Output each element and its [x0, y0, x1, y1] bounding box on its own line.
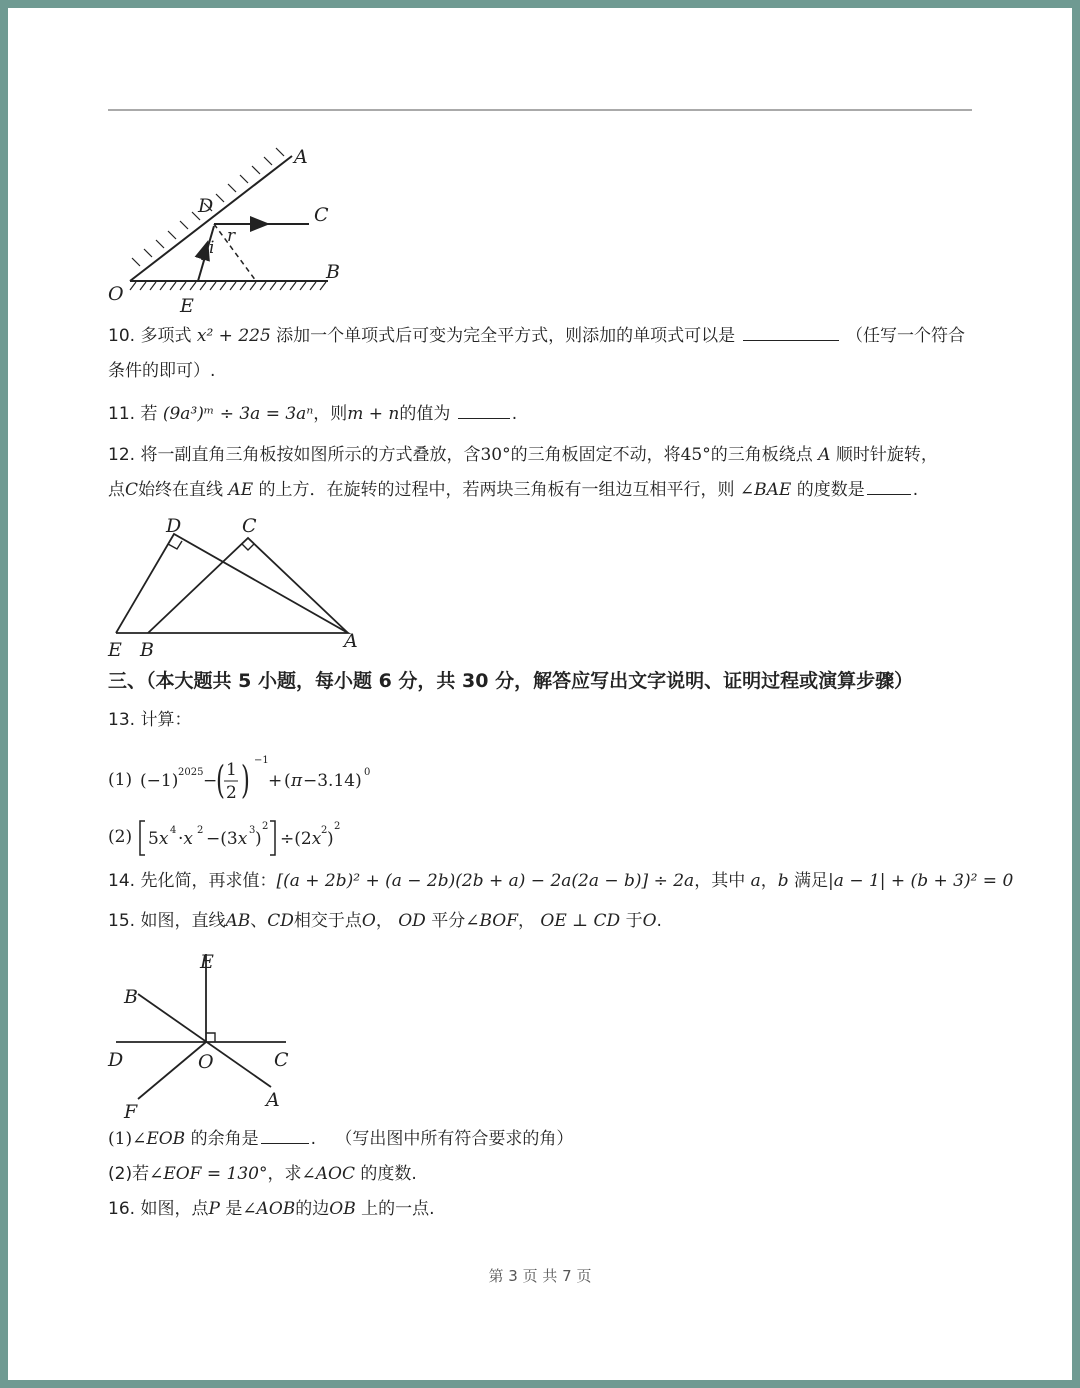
q10-text: 多项式: [140, 326, 192, 346]
q12-point: C: [125, 480, 139, 500]
svg-text:−3.14): −3.14): [302, 771, 362, 791]
svg-text:−1: −1: [253, 755, 269, 766]
svg-text:1: 1: [225, 760, 237, 780]
question-13-part1: [108, 755, 380, 805]
question-10-cont: [108, 359, 215, 383]
q10-text: （任写一个符合: [845, 326, 965, 346]
svg-text:2: 2: [261, 821, 268, 832]
label-O: O: [198, 1051, 214, 1073]
q13-text: 计算：: [140, 710, 192, 730]
svg-text:−: −: [202, 771, 217, 791]
q10-text: 添加一个单项式后可变为完全平方式，则添加的单项式可以是: [276, 326, 736, 346]
question-14: [108, 869, 1013, 893]
page-footer: 第 3 页 共 7 页: [488, 1267, 592, 1285]
q10-expression: x² + 225: [196, 326, 271, 346]
q14-number: 14.: [108, 871, 136, 891]
label-F: F: [124, 1101, 138, 1123]
q15-text: ，: [375, 911, 393, 931]
q15-line: CD: [267, 911, 294, 931]
label-E: E: [108, 639, 122, 661]
q15-expression: ∠EOF = 130°: [149, 1164, 268, 1184]
svg-text:): ): [326, 829, 334, 849]
q12-angle: ∠BAE: [739, 480, 792, 500]
svg-text:0: 0: [363, 767, 370, 778]
q15-part-label: (2)若: [108, 1164, 150, 1184]
q11-text: 的值为: [399, 404, 451, 424]
q14-variable: a: [750, 871, 761, 891]
q16-text: 是: [225, 1199, 243, 1219]
q12-answer-blank[interactable]: [867, 478, 911, 495]
q10-text: 条件的即可）.: [108, 361, 216, 381]
q13-part-label: (2): [108, 827, 133, 847]
q13-part-label: (1): [108, 770, 133, 790]
svg-text:−(3x: −(3x: [205, 829, 247, 849]
figure-intersecting-lines: [106, 944, 306, 1124]
q12-value: 30°: [480, 445, 511, 465]
q15-answer-blank[interactable]: [261, 1127, 309, 1144]
q14-condition: |a − 1| + (b + 3)² = 0: [828, 871, 1014, 891]
question-15: [108, 909, 662, 933]
svg-text:2025: 2025: [177, 767, 203, 778]
q12-text: .: [912, 480, 919, 500]
q15-text: 相交于点: [293, 911, 362, 931]
q12-value: 45°: [680, 445, 711, 465]
q12-text: 将一副直角三角板按如图所示的方式叠放，含: [140, 445, 481, 465]
q15-text: 平分: [431, 911, 466, 931]
figure-reflection: [106, 136, 366, 316]
q15-text: 、: [250, 911, 268, 931]
q15-text: .: [656, 911, 662, 931]
q16-number: 16.: [108, 1199, 136, 1219]
header-rule: [108, 109, 972, 111]
q12-text: 顺时针旋转，: [835, 445, 938, 465]
q15-text: 如图，直线: [140, 911, 226, 931]
q11-text: 若: [140, 404, 158, 424]
label-D: D: [198, 195, 214, 217]
q11-expression: m + n: [347, 404, 400, 424]
q15-text: （写出图中所有符合要求的角）: [335, 1129, 574, 1149]
q13-formula-1: [140, 755, 380, 805]
q14-text: ，: [760, 871, 778, 891]
svg-text:2: 2: [196, 825, 203, 836]
q12-text: 的三角板固定不动，将: [510, 445, 681, 465]
question-13-part2: [108, 815, 348, 859]
label-A: A: [294, 146, 308, 168]
label-C: C: [274, 1049, 289, 1071]
q15-text: 于: [625, 911, 643, 931]
q12-text: 始终在直线: [138, 480, 224, 500]
question-16: [108, 1197, 435, 1221]
q14-variable: b: [777, 871, 789, 891]
label-i: i: [209, 238, 215, 258]
label-B: B: [124, 986, 138, 1008]
q10-number: 10.: [108, 326, 136, 346]
q15-part-label: (1): [108, 1129, 133, 1149]
svg-text:(: (: [283, 771, 291, 791]
question-10: [108, 324, 965, 348]
q15-text: .: [310, 1129, 316, 1149]
q14-text: 满足: [794, 871, 829, 891]
svg-text:π: π: [290, 771, 302, 791]
q14-text: 先化简，再求值：: [140, 871, 277, 891]
q14-text: ，其中: [694, 871, 746, 891]
label-D: D: [166, 515, 182, 537]
q12-text: 的度数是: [796, 480, 865, 500]
q15-text: 的余角是: [190, 1129, 259, 1149]
q12-text: 的三角板绕点: [710, 445, 813, 465]
svg-text:): ): [254, 829, 262, 849]
q15-perpendicular: OE ⊥ CD: [540, 911, 621, 931]
q15-angle: ∠AOC: [301, 1164, 355, 1184]
q11-answer-blank[interactable]: [458, 402, 510, 419]
question-15-part2: [108, 1162, 417, 1186]
label-C: C: [242, 515, 257, 537]
question-12: [108, 443, 938, 467]
q15-line: AB: [225, 911, 251, 931]
section-three-heading: 三、（本大题共 5 小题，每小题 6 分，共 30 分，解答应写出文字说明、证明过程或演算步骤）: [108, 670, 914, 692]
q15-angle: ∠EOB: [132, 1129, 186, 1149]
q16-angle: ∠AOB: [242, 1199, 296, 1219]
q10-answer-blank[interactable]: [743, 324, 839, 341]
figure-triangles: [104, 514, 374, 660]
svg-text:4: 4: [169, 825, 176, 836]
q15-text: ，: [518, 911, 535, 931]
label-B: B: [326, 261, 340, 283]
label-D: D: [108, 1049, 124, 1071]
q15-point: O: [361, 911, 376, 931]
q12-text: 的上方．在旋转的过程中，若两块三角板有一组边互相平行，则: [258, 480, 735, 500]
svg-text:2: 2: [333, 821, 340, 832]
q11-number: 11.: [108, 404, 136, 424]
question-12-cont: [108, 478, 918, 502]
q12-number: 12.: [108, 445, 136, 465]
q15-point: O: [642, 911, 657, 931]
q15-text: 的度数.: [360, 1164, 417, 1184]
svg-text:5x: 5x: [147, 829, 168, 849]
svg-text:+: +: [267, 771, 282, 791]
svg-text:2: 2: [320, 825, 327, 836]
q16-text: 上的一点.: [361, 1199, 435, 1219]
q15-number: 15.: [108, 911, 136, 931]
q15-line: OD: [398, 911, 426, 931]
q16-line: OB: [329, 1199, 356, 1219]
svg-text:(−1): (−1): [139, 771, 178, 791]
label-A: A: [266, 1089, 280, 1111]
q16-text: 如图，点: [140, 1199, 209, 1219]
svg-text:(: (: [215, 759, 225, 803]
q12-line: AE: [228, 480, 254, 500]
svg-text:·x: ·x: [177, 829, 193, 849]
q11-expression: (9a³)ᵐ ÷ 3a = 3aⁿ: [162, 404, 314, 424]
label-E: E: [200, 951, 214, 973]
worksheet-page: [8, 8, 1072, 1380]
svg-text:3: 3: [248, 825, 255, 836]
label-O: O: [108, 283, 124, 305]
q16-text: 的边: [295, 1199, 330, 1219]
svg-text:2: 2: [225, 783, 237, 803]
q13-formula-2: [138, 815, 348, 859]
q11-text: .: [511, 404, 518, 424]
q11-text: ，则: [313, 404, 348, 424]
svg-text:÷(2x: ÷(2x: [279, 829, 321, 849]
question-11: [108, 402, 517, 426]
q15-angle: ∠BOF: [465, 911, 518, 931]
q12-point: A: [818, 445, 831, 465]
svg-text:): ): [240, 759, 250, 803]
question-15-part1: [108, 1127, 573, 1151]
label-B: B: [140, 639, 154, 661]
q12-text: 点: [108, 480, 125, 500]
q14-expression: [(a + 2b)² + (a − 2b)(2b + a) − 2a(2a − b)] ÷ 2a: [276, 871, 695, 891]
q15-text: ，求: [267, 1164, 302, 1184]
label-C: C: [314, 204, 329, 226]
question-13: [108, 708, 191, 732]
q13-number: 13.: [108, 710, 136, 730]
label-A: A: [344, 630, 358, 652]
label-r: r: [227, 226, 236, 246]
q16-point: P: [208, 1199, 220, 1219]
label-E: E: [180, 295, 194, 317]
